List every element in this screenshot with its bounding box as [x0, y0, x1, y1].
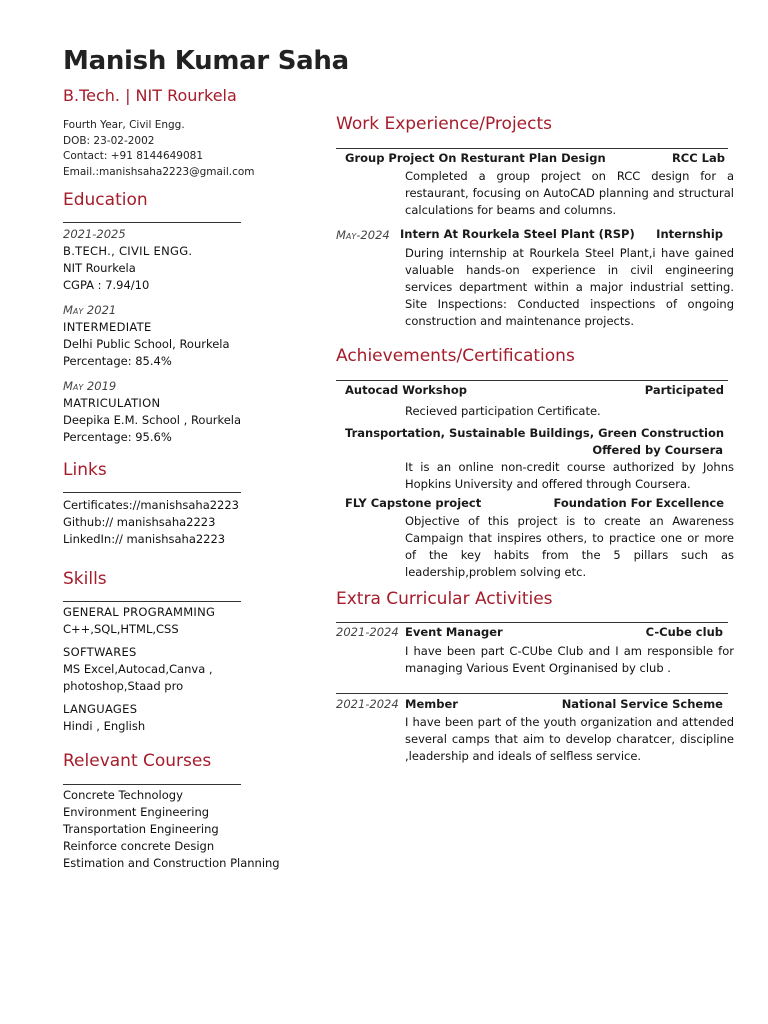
education-score: Percentage: 95.6% [63, 430, 172, 444]
education-score: Percentage: 85.4% [63, 354, 172, 368]
achievements-rule [336, 380, 728, 381]
skill-group-label: GENERAL PROGRAMMING [63, 605, 216, 619]
resume-name: Manish Kumar Saha [63, 46, 349, 76]
courses-rule [63, 784, 241, 785]
extra-header [405, 697, 723, 711]
work-org: RCC Lab [671, 151, 725, 165]
course-item: Reinforce concrete Design [63, 839, 215, 853]
extra-org: National Service Scheme [561, 697, 723, 711]
skill-group-value: Hindi , English [63, 719, 146, 733]
achievement-org: Foundation For Excellence [553, 496, 724, 510]
achievement-header [345, 383, 724, 397]
education-score: CGPA : 7.94/10 [63, 278, 150, 292]
education-item-matriculation [63, 378, 313, 446]
contact-year: Fourth Year, Civil Engg. [63, 119, 185, 131]
education-date: May 2021 [63, 303, 117, 317]
education-place: Deepika E.M. School , Rourkela [63, 413, 242, 427]
work-title: Intern At Rourkela Steel Plant (RSP) [400, 227, 635, 241]
extra-org: C-Cube club [645, 625, 723, 639]
extra-title: Member [405, 697, 458, 711]
extra-date: 2021-2024 [336, 625, 399, 639]
skill-group-label: LANGUAGES [63, 702, 138, 716]
education-place: NIT Rourkela [63, 261, 136, 275]
work-item-header [400, 227, 723, 241]
achievement-title: FLY Capstone project [345, 496, 482, 510]
skill-group-value: C++,SQL,HTML,CSS [63, 622, 179, 636]
education-heading: Education [63, 190, 148, 210]
course-item: Transportation Engineering [63, 822, 219, 836]
skills-rule [63, 601, 241, 602]
courses-heading: Relevant Courses [63, 751, 212, 771]
contact-block [63, 118, 255, 180]
work-org: Internship [656, 227, 723, 241]
extra-heading: Extra Curricular Activities [336, 589, 553, 609]
course-item: Estimation and Construction Planning [63, 856, 280, 870]
extra-description: I have been part of the youth organization and attended several camps that aim to develop charatcer, discipline ,leadership and ideals of selfless service. [405, 715, 734, 763]
contact-email: Email.:manishsaha2223@gmail.com [63, 165, 255, 178]
education-degree: MATRICULATION [63, 396, 161, 410]
work-heading: Work Experience/Projects [336, 114, 553, 134]
work-date: May-2024 [336, 228, 390, 242]
education-item-btech [63, 226, 313, 294]
achievement-title: Transportation, Sustainable Buildings, Green Construction [345, 426, 725, 440]
achievement-header [345, 496, 724, 510]
link-certificates[interactable]: Certificates://manishsaha2223 [63, 498, 240, 512]
work-rule [336, 148, 728, 149]
work-description: Completed a group project on RCC design for a restaurant, focusing on AutoCAD planning and structural calculations for beams and columns. [405, 169, 734, 217]
education-place: Delhi Public School, Rourkela [63, 337, 230, 351]
extra-title: Event Manager [405, 625, 503, 639]
achievement-title: Autocad Workshop [345, 383, 467, 397]
extra-header [405, 625, 723, 639]
contact-phone: Contact: +91 8144649081 [63, 150, 204, 162]
course-item: Environment Engineering [63, 805, 210, 819]
education-item-intermediate [63, 302, 313, 370]
links-list [63, 497, 313, 548]
education-degree: B.TECH., CIVIL ENGG. [63, 244, 193, 258]
education-date: May 2019 [63, 379, 117, 393]
education-degree: INTERMEDIATE [63, 320, 152, 334]
achievement-description: It is an online non-credit course authorized by Johns Hopkins University and offered through Coursera. [405, 460, 734, 491]
resume-subtitle: B.Tech. | NIT Rourkela [63, 86, 237, 105]
extra-description: I have been part C-CUbe Club and I am responsible for managing Various Event Orginanised by club . [405, 644, 734, 675]
achievement-description: Recieved participation Certificate. [405, 404, 601, 418]
courses-list [63, 787, 323, 872]
work-item-header [345, 151, 725, 165]
skill-group-label: SOFTWARES [63, 645, 137, 659]
links-heading: Links [63, 460, 107, 480]
skills-heading: Skills [63, 569, 107, 589]
extra-date: 2021-2024 [336, 697, 399, 711]
link-linkedin[interactable]: LinkedIn:// manishsaha2223 [63, 532, 226, 546]
skill-group-value: MS Excel,Autocad,Canva , photoshop,Staad pro [63, 662, 213, 693]
education-rule [63, 222, 241, 223]
achievements-heading: Achievements/Certifications [336, 346, 575, 366]
contact-dob: DOB: 23-02-2002 [63, 134, 155, 147]
course-item: Concrete Technology [63, 788, 183, 802]
extra-rule [336, 622, 728, 623]
extra-rule [336, 693, 728, 694]
education-date: 2021-2025 [63, 227, 126, 241]
work-description: During internship at Rourkela Steel Plant,i have gained valuable hands-on experience in civil engineering services department within a major industrial setting. Site Inspections: Conducted inspections of ongoing construction and maintenance projects. [405, 246, 734, 328]
links-rule [63, 492, 241, 493]
achievement-description: Objective of this project is to create an Awareness Campaign that inspires others, to practice one or more of the key habits from the 5 pillars such as leadership,problem solving etc. [405, 514, 734, 579]
work-title: Group Project On Resturant Plan Design [345, 151, 606, 165]
achievement-org: Participated [644, 383, 724, 397]
achievement-org: Offered by Coursera [592, 443, 723, 457]
skills-list [63, 604, 313, 735]
link-github[interactable]: Github:// manishsaha2223 [63, 515, 216, 529]
